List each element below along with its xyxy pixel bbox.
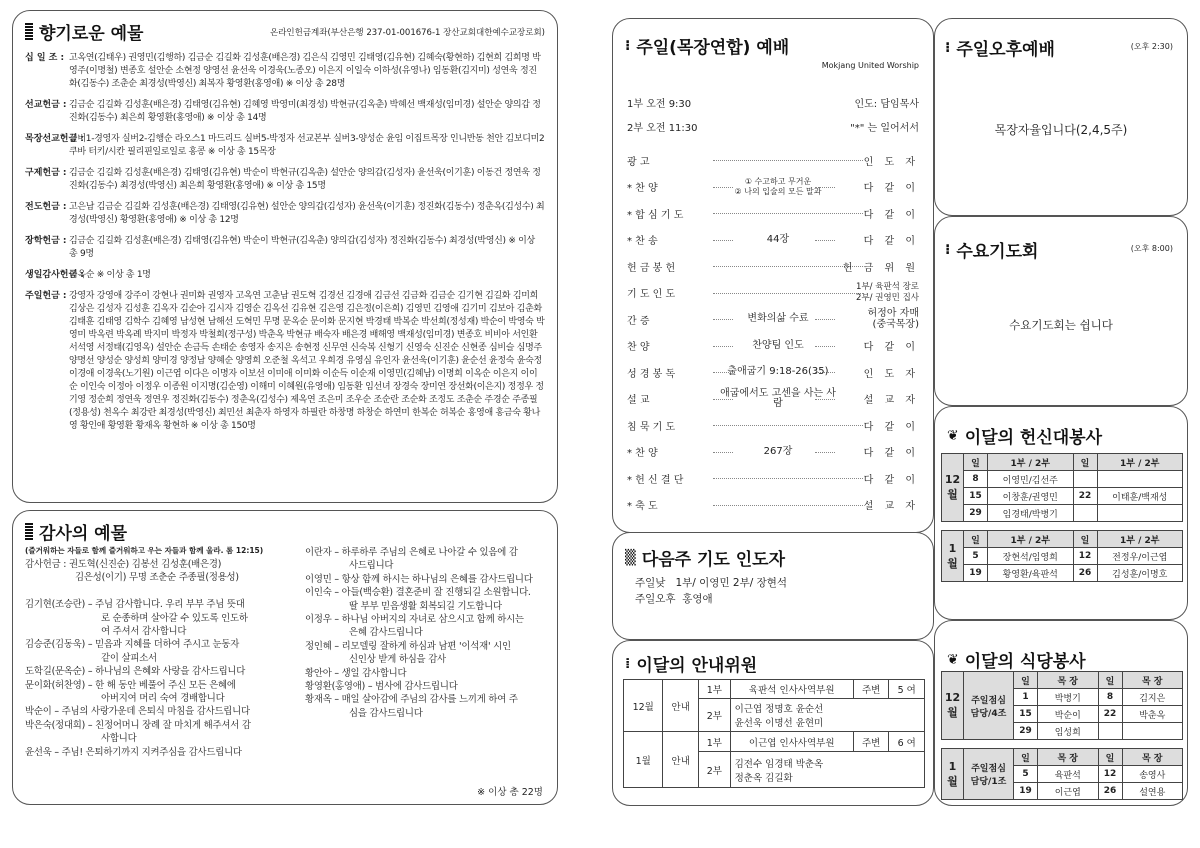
header-cell: 일 (1014, 672, 1038, 689)
thanks-line: 윤선욱 – 주님! 은퇴하기까지 지켜주심을 감사드립니다 (25, 746, 242, 758)
worship-detail: 44장 (766, 233, 790, 245)
cell (1073, 505, 1097, 522)
offering-row (25, 133, 545, 159)
cell: 26 (1098, 783, 1122, 800)
month: 1 월 (942, 531, 964, 582)
table-row (942, 471, 1183, 488)
thanks-line: 도학길(문옥순) – 하나님의 은혜와 사랑을 감사드립니다 (25, 666, 246, 678)
cell: 전정우/이근엽 (1097, 548, 1183, 565)
worship-item: 침 묵 기 도 (627, 421, 676, 433)
leaf-icon: ❦ (947, 427, 959, 444)
worship-person: 인 도 자 (863, 368, 919, 380)
bars-icon (25, 523, 33, 540)
offering-names: 이옥순 ※ 이상 총 1명 (69, 270, 151, 280)
dots-icon: ⁝ (945, 39, 951, 56)
thanks-subtitle: (즐거워하는 자들로 함께 즐거워하고 우는 자들과 함께 울라. 롬 12:15) (25, 546, 264, 555)
cell: 5 (1014, 766, 1038, 783)
worship-box (612, 18, 934, 533)
next-title: ▒ 다음주 기도 인도자 (625, 549, 785, 570)
offering-row (25, 235, 545, 261)
cell: 2부 (699, 752, 731, 788)
cell: 1 (1014, 689, 1038, 706)
worship-item: * 찬 송 (627, 236, 658, 247)
bars-icon (25, 23, 33, 40)
thanks-line: 황재옥 – 매일 살아감에 주님의 감사를 느끼게 하여 주 (305, 694, 518, 706)
offering-list (25, 52, 545, 433)
cafeteria-tables (941, 671, 1183, 808)
offering-label: 십 일 조 : (25, 53, 65, 63)
cell: 이근엽 (1038, 783, 1099, 800)
offering-label: 선교헌금 : (25, 100, 67, 110)
cell: 육판석 인사사역부원 (730, 680, 853, 699)
cell: 박춘옥 (1122, 706, 1183, 723)
value: 1부/ 이영민 2부/ 장현석 (675, 577, 788, 589)
thanks-line: 심을 감사드립니다 (349, 707, 423, 719)
dedication-box (934, 406, 1188, 620)
cell (1097, 505, 1183, 522)
thanks-line: 이영민 – 항상 함께 하시는 하나님의 은혜를 감사드립니다 (305, 573, 533, 585)
offering-row (25, 269, 545, 282)
offering-names: 김금순 김길화 김성훈(배은경) 김태영(김유현) 김혜영 박영미(최경성) 박현규(김옥춘) 박혜선 백재성(임미경) 설안순 양의갑 정진화(김동수) 최은희 황영환(홍영애) ※ 이상 총 14명 (69, 100, 541, 123)
second-service: 2부 오전 11:30 (627, 123, 698, 134)
worship-row (627, 176, 919, 198)
offering-names: 김금순 김길화 김성훈(배은경) 김태영(김유현) 박순이 박현규(김옥춘) 양의갑(김성자) 정진화(김동수) 최경성(박영신) ※ 이상 총 9명 (69, 236, 535, 259)
worship-item: * 축 도 (627, 501, 658, 512)
thanks-left (25, 558, 287, 759)
worship-row (627, 335, 919, 357)
cafeteria-box (934, 620, 1188, 806)
worship-detail: 출애굽기 9:18-26(35) (727, 366, 829, 377)
worship-subtitle: Mokjang United Worship (821, 61, 919, 70)
header-cell: 목 장 (1122, 749, 1183, 766)
thanks-line: 사드립니다 (349, 560, 394, 572)
thanks-line: 박은숙(정대희) – 친정어머니 장례 잘 마치게 해주셔서 감 (25, 719, 251, 731)
month: 12 월 (942, 672, 964, 740)
offering-row (25, 290, 545, 433)
worship-detail: 애굽에서도 고센을 사는 사람 (720, 387, 836, 409)
thanks-line: 문이화(허찬영) – 한 해 동안 베풀어 주신 모든 은혜에 (25, 679, 236, 691)
afternoon-title: ⁝ 주일오후예배 (945, 39, 1055, 60)
cell: 장현석/임영희 (988, 548, 1074, 565)
worship-person: 설 교 자 (863, 501, 919, 512)
thanks-line: 로 순종하며 살아갈 수 있도록 인도하 (101, 612, 248, 624)
cell: 8 (1098, 689, 1122, 706)
worship-row (627, 414, 919, 436)
cell: 6 여 (889, 732, 925, 752)
thanks-line: 황안아 – 생일 감사합니다 (305, 667, 407, 679)
header-cell: 일 (1073, 531, 1097, 548)
thanks-line (25, 585, 287, 598)
offering-box (12, 10, 558, 503)
online-account: 온라인헌금계좌(부산은행 237-01-001676-1 장산교회대한예수교장로회) (270, 27, 545, 38)
worship-person: 인 도 자 (863, 156, 919, 168)
worship-row (627, 149, 919, 171)
worship-row (627, 255, 919, 277)
table-row (942, 488, 1183, 505)
thanks-total: ※ 이상 총 22명 (477, 787, 543, 798)
label: 주일낮 (635, 577, 666, 589)
cell: 김성훈/이명호 (1097, 565, 1183, 582)
dot-leader (713, 160, 863, 161)
cell: 김전수 임경태 박춘옥 정춘옥 김길화 (730, 752, 924, 788)
cell: 22 (1073, 488, 1097, 505)
worship-detail: 267장 (763, 445, 793, 457)
worship-person: 1부/ 육판석 장로 2부/ 권영민 집사 (856, 281, 919, 303)
worship-row (627, 361, 919, 383)
cell: 임경태/박병기 (988, 505, 1074, 522)
cell: 29 (1014, 723, 1038, 740)
cell: 19 (964, 565, 988, 582)
offering-row (25, 167, 545, 193)
dot-leader (713, 266, 863, 267)
thanks-line: 황영환(홍영애) – 범사에 감사드립니다 (305, 681, 458, 693)
offering-names: 고옥연(김태우) 권영민(김행하) 김금순 김길화 김성훈(배은경) 김은식 김영민 김태영(김유현) 김혜숙(황현하) 김현희 김희명 박영주(이명철) 변종호 설안순 소현정 양영선 윤선욱 이경욱(노종오) 이은지 이일숙 이하성(유영나) 임동환(김지미) 성연욱 정진화(김동수) 조춘순 최경성(박영신) 최복자 황영환(홍영애) ※ 이상 총 28명 (69, 53, 541, 89)
offering-label: 주일헌금 : (25, 291, 67, 301)
thanks-line: 같이 살피소서 (101, 652, 157, 664)
header-cell: 목 장 (1122, 672, 1183, 689)
cell: 15 (964, 488, 988, 505)
guide-title: ⁞ 이달의 안내위원 (625, 655, 758, 676)
cafeteria-table-jan (941, 748, 1183, 800)
offering-label: 전도헌금 : (25, 202, 67, 212)
offering-row (25, 99, 545, 125)
header-cell: 일 (964, 531, 988, 548)
month: 12월 (624, 680, 663, 732)
worship-person: 다 같 이 (863, 342, 919, 353)
worship-person: 다 같 이 (863, 236, 919, 247)
offering-names: 실버1-경영자 실버2-김행순 라오스1 마드리드 실버5-박정자 선교본부 실버3-양성순 윤임 이집트목장 인니반동 천안 김보디미2 쿠바 터키/시칸 필리핀일로일로 홍콩 ※ 이상 총 15목장 (69, 134, 545, 157)
thanks-line: 정인혜 – 리모델링 잘하게 하심과 남편 '이석재' 시인 (305, 640, 511, 652)
thanks-title: 감사의 예물 (25, 519, 545, 544)
dots-icon: ⁞ (625, 655, 631, 672)
cell: 이영민/김선주 (988, 471, 1074, 488)
cell: 김지은 (1122, 689, 1183, 706)
cafeteria-table-dec (941, 671, 1183, 740)
cell: 송영사 (1122, 766, 1183, 783)
thanks-line: 아버지여 머리 숙여 경배합니다 (101, 693, 225, 705)
afternoon-time: (오후 2:30) (1130, 42, 1173, 51)
first-service: 1부 오전 9:30 (627, 99, 692, 110)
cell (1097, 471, 1183, 488)
worship-row (627, 388, 919, 410)
worship-row (627, 467, 919, 489)
cell: 이태훈/백재성 (1097, 488, 1183, 505)
worship-person: 다 같 이 (863, 421, 919, 433)
dots-icon: ⁝ (625, 37, 631, 54)
dots-icon: ▒ (625, 549, 636, 566)
cell: 박병기 (1038, 689, 1099, 706)
thanks-line: 김은성(이기) 무명 조춘순 주종필(정용성) (75, 572, 239, 584)
cell: 15 (1014, 706, 1038, 723)
wed-box (934, 216, 1188, 406)
cafeteria-title: ❦ 이달의 식당봉사 (947, 651, 1086, 672)
thanks-line: 딸 부부 믿음생활 회복되길 기도합니다 (349, 600, 502, 612)
team-label: 주일점심 담당/4조 (964, 672, 1014, 740)
stand-note: "*" 는 일어서서 (850, 123, 919, 134)
offering-row (25, 52, 545, 91)
table-row (942, 505, 1183, 522)
cell: 이창훈/권영민 (988, 488, 1074, 505)
worship-person: 다 같 이 (863, 474, 919, 486)
worship-item: 기 도 인 도 (627, 289, 676, 300)
leader: 인도: 담임목사 (854, 99, 919, 110)
offering-row (25, 201, 545, 227)
worship-item: 성 경 봉 독 (627, 368, 676, 380)
cell (1122, 723, 1183, 740)
thanks-line: 은혜 감사드립니다 (349, 627, 423, 639)
worship-item: 찬 양 (627, 342, 650, 353)
month: 1 월 (942, 749, 964, 800)
cell: 8 (964, 471, 988, 488)
month: 12 월 (942, 454, 964, 522)
worship-row (627, 202, 919, 224)
wed-title: ⁝ 수요기도회 (945, 241, 1039, 262)
thanks-line: 사합니다 (101, 733, 137, 745)
thanks-line: 이정우 – 하나님 아버지의 자녀로 삼으시고 함께 하시는 (305, 614, 524, 626)
worship-item: 광 고 (627, 156, 650, 168)
thanks-line: 감사헌금 : 권도혁(신진순) 김봉선 김성훈(배은경) (25, 559, 222, 570)
cell: 주변 (853, 680, 889, 699)
offering-label: 구제헌금 : (25, 168, 67, 178)
worship-person: 다 같 이 (863, 448, 919, 459)
cell (1073, 471, 1097, 488)
cell: 12 (1073, 548, 1097, 565)
worship-detail: ① 수고하고 무거운 ② 나의 입술의 모든 말과 (734, 176, 822, 196)
afternoon-box (934, 18, 1188, 216)
cell: 1부 (699, 732, 731, 752)
cell: 이근엽 정명호 윤순선 윤선욱 이명선 윤현미 (730, 699, 924, 732)
cell: 안내 (663, 680, 699, 732)
wed-time: (오후 8:00) (1130, 244, 1173, 253)
worship-item: * 합 심 기 도 (627, 209, 684, 221)
header-cell: 일 (1014, 749, 1038, 766)
thanks-line: 여 주셔서 감사합니다 (101, 626, 187, 638)
worship-person: 설 교 자 (863, 395, 919, 406)
wed-body: 수요기도회는 쉽니다 (1009, 318, 1113, 332)
cell: 19 (1014, 783, 1038, 800)
thanks-box (12, 510, 558, 805)
thanks-line: 이인숙 – 아들(백승환) 결혼준비 잘 진행되길 소원합니다. (305, 587, 531, 599)
dot-leader (713, 293, 863, 294)
cell: 26 (1073, 565, 1097, 582)
value: 홍영애 (682, 593, 713, 605)
thanks-line: 신인상 받게 하심을 감사 (349, 654, 446, 666)
guide-box (612, 640, 934, 806)
guide-table (623, 679, 925, 788)
team-label: 주일점심 담당/1조 (964, 749, 1014, 800)
worship-item: 설 교 (627, 395, 650, 406)
thanks-line: 김기현(조승란) – 주님 감사합니다. 우리 부부 주님 뜻대 (25, 599, 245, 611)
cell: 설연용 (1122, 783, 1183, 800)
worship-person: 헌 금 위 원 (842, 262, 919, 274)
worship-person: 다 같 이 (863, 183, 919, 194)
worship-detail: 변화의삶 수료 (747, 313, 809, 324)
header-cell: 일 (964, 454, 988, 471)
cell: 29 (964, 505, 988, 522)
table-row (942, 565, 1183, 582)
worship-title: ⁝ 주일(목장연합) 예배 (625, 37, 790, 58)
worship-item: 헌 금 봉 헌 (627, 262, 676, 274)
dedication-table-jan (941, 530, 1183, 582)
thanks-right (305, 546, 545, 759)
thanks-line: 이란자 – 하루하루 주님의 은혜로 나아갈 수 있음에 감 (305, 547, 518, 558)
header-cell: 목 장 (1038, 749, 1099, 766)
next-row-1 (635, 575, 787, 590)
header-cell: 1부 / 2부 (1097, 454, 1183, 471)
cell: 황영환/육판석 (988, 565, 1074, 582)
cell: 5 여 (889, 680, 925, 699)
offering-title: 향기로운 예물 (25, 19, 143, 44)
dedication-title: ❦ 이달의 헌신대봉사 (947, 427, 1103, 448)
afternoon-body: 목장자율입니다(2,4,5주) (994, 123, 1128, 137)
worship-item: 간 증 (627, 315, 650, 327)
worship-row (627, 308, 919, 330)
worship-item: * 찬 양 (627, 448, 658, 459)
dot-leader (713, 425, 863, 426)
leaf-icon: ❦ (947, 651, 959, 668)
month: 1월 (624, 732, 663, 788)
worship-row (627, 282, 919, 304)
cell (1098, 723, 1122, 740)
header-cell: 1부 / 2부 (988, 454, 1074, 471)
header-cell: 일 (1073, 454, 1097, 471)
worship-detail: 찬양팀 인도 (752, 339, 804, 351)
cell: 육판석 (1038, 766, 1099, 783)
cell: 임성희 (1038, 723, 1099, 740)
worship-row (627, 441, 919, 463)
header-cell: 일 (1098, 672, 1122, 689)
header-cell: 목 장 (1038, 672, 1099, 689)
offering-label: 장학헌금 : (25, 236, 67, 246)
cell: 5 (964, 548, 988, 565)
cell: 12 (1098, 766, 1122, 783)
offering-names: 김금순 김길화 김성훈(배은경) 김태영(김유현) 박순이 박현규(김옥춘) 설안순 양의갑(김성자) 윤선욱(이기훈) 이동건 정연욱 정진화(김동수) 최경성(박영신) 최은희 황영환(홍영애) ※ 이상 총 15명 (69, 168, 541, 191)
next-row-2 (635, 591, 713, 606)
dots-icon: ⁝ (945, 241, 951, 258)
header-cell: 1부 / 2부 (988, 531, 1074, 548)
worship-item: * 찬 양 (627, 183, 658, 194)
cell: 22 (1098, 706, 1122, 723)
dot-leader (713, 505, 863, 506)
cell: 이근엽 인사사역부원 (730, 732, 853, 752)
dedication-tables (941, 453, 1183, 590)
table-row (942, 548, 1183, 565)
dot-leader (713, 213, 863, 214)
worship-person: 다 같 이 (863, 209, 919, 221)
dedication-table-dec (941, 453, 1183, 522)
worship-row (627, 229, 919, 251)
worship-person: 허정아 자매 (중국목장) (867, 308, 919, 330)
cell: 주변 (853, 732, 889, 752)
offering-names: 강영자 강영애 강주이 강현나 권미화 권영자 고옥연 고춘남 권도혁 김경선 김경애 김금선 김금화 김금순 김기현 김길화 김미희 김상은 김성자 김성훈 김옥자 김순아 김시자 김영순 김옥선 김유현 김은영 김은정(이은희) 김영민 김영애 김기미 김보아 김춘화 김태훈 김태영 김학수 김혜영 남성현 남해선 도혁민 무명 문옥순 문이화 문지현 박경태 박복순 박선희(정성재) 박순이 박영숙 박영미 박옥련 박옥례 박지미 박정자 박철희(정구성) 박춘옥 박현규 배숙자 배은경 배해영 백재성(임미경) 변종호 비비아 서인환 서석영 서정태(김영옥) 설안순 손금득 손태순 송영자 송지은 송현정 신무연 신숙복 신형기 신영숙 신진순 신현종 심비슬 심명주 양명선 양성순 양성희 양미경 양정남 양혜순 양영희 오준철 옥석고 우희경 유영심 유인자 윤선욱(이기훈) 윤순선 윤정숙 윤숙정 이경애 이경욱(노기원) 이근엽 이다은 이명자 이보선 이미애 이미화 이순득 이순재 이영민(김혜남) 이명희 이옥순 이은지 이이순 이인숙 이정아 이정우 이종원 이지명(김순영) 이해미 이혜원(유영애) 임동환 임선녀 장경숙 장미연 장선화(이은지) 정정우 정기영 정순희 정연욱 정연우 정진화(김동수) 정춘옥(김성수) 제옥연 조은미 조우순 조순란 조순화 조정도 조춘순 주경순 주종필(정용성) 천옥수 최강란 최경성(박영신) 최민선 최춘자 하영자 하필란 하창명 하창순 하연미 한복순 허복순 홍영애 홍금숙 황나영 황인애 황영환 황재옥 황현하 ※ 이상 총 150명 (69, 291, 545, 431)
header-cell: 일 (1098, 749, 1122, 766)
header-cell: 1부 / 2부 (1097, 531, 1183, 548)
cell: 2부 (699, 699, 731, 732)
thanks-line: 김승준(김동욱) – 믿음과 지혜를 더하여 주시고 눈동자 (25, 639, 240, 651)
offering-label: 생일감사헌금 : (25, 270, 84, 280)
cell: 안내 (663, 732, 699, 788)
next-box (612, 532, 934, 640)
worship-item: * 헌 신 결 단 (627, 474, 684, 486)
dot-leader (713, 478, 863, 479)
offering-label: 목장선교헌금 : (25, 134, 84, 144)
cell: 박순이 (1038, 706, 1099, 723)
label: 주일오후 (635, 593, 676, 605)
worship-row (627, 494, 919, 516)
offering-names: 고은남 김금순 김길화 김성훈(배은경) 김태영(김유현) 설안순 양의갑(김성자) 윤선욱(이기훈) 정진화(김동수) 정춘옥(김성수) 최경성(박영신) 황영환(홍영애) ※ 이상 총 12명 (69, 202, 545, 225)
thanks-line: 박순이 – 주님의 사랑가운데 은퇴식 마침을 감사드립니다 (25, 706, 250, 718)
cell: 1부 (699, 680, 731, 699)
